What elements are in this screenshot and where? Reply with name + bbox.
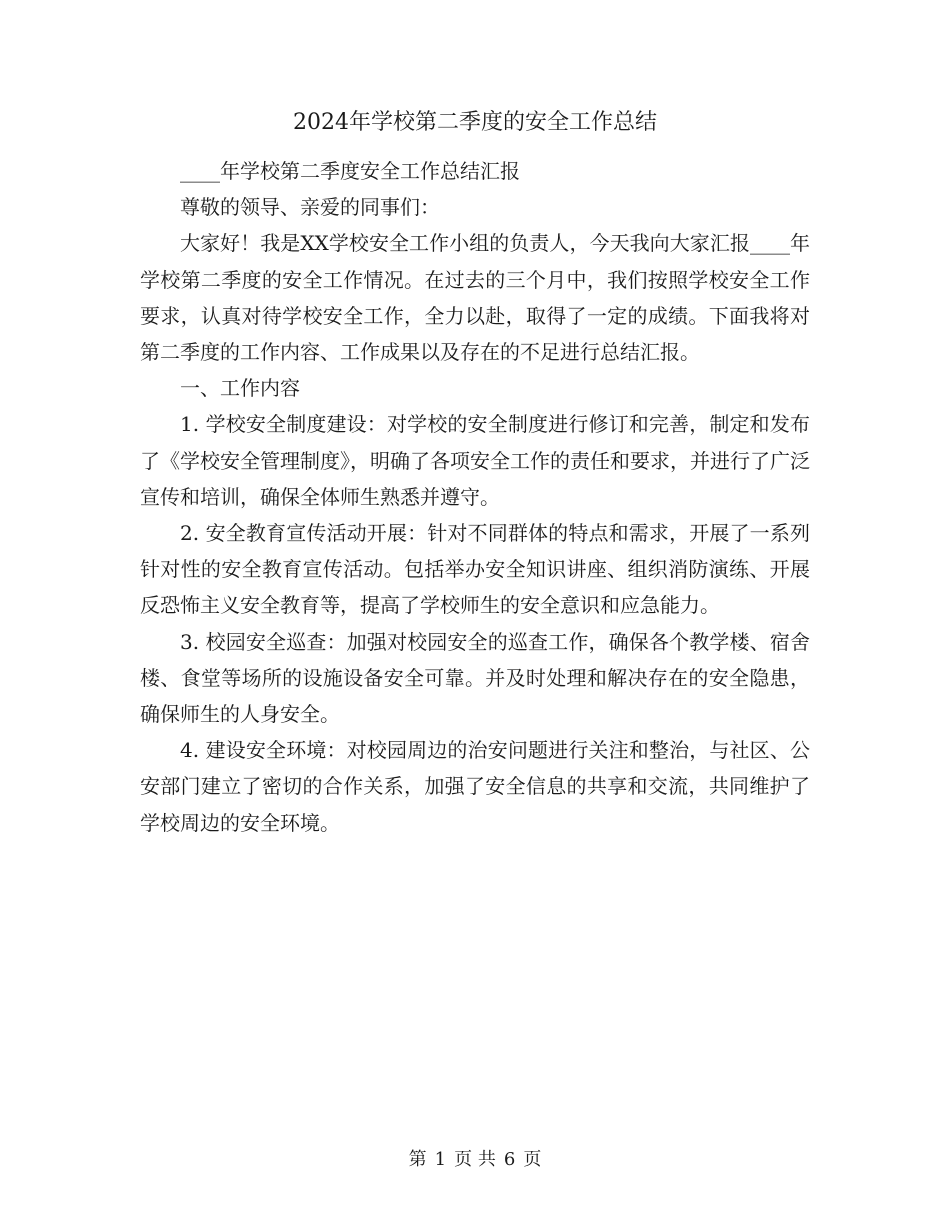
greeting-paragraph: 尊敬的领导、亲爱的同事们： bbox=[180, 195, 440, 220]
work-item-3: 3. 校园安全巡查：加强对校园安全的巡查工作，确保各个教学楼、宿舍楼、食堂等场所的设施设备安全可靠。并及时处理和解决存在的安全隐患，确保师生的人身安全。 bbox=[140, 629, 810, 727]
work-item-2: 2. 安全教育宣传活动开展：针对不同群体的特点和需求，开展了一系列针对性的安全教育宣传活动。包括举办安全知识讲座、组织消防演练、开展反恐怖主义安全教育等，提高了学校师生的安全意识和应急能力。 bbox=[140, 521, 810, 618]
work-item-4: 4. 建设安全环境：对校园周边的治安问题进行关注和整治，与社区、公安部门建立了密切的合作关系，加强了安全信息的共享和交流，共同维护了学校周边的安全环境。 bbox=[140, 738, 810, 835]
page-footer bbox=[0, 1146, 950, 1174]
report-heading-paragraph: ____年学校第二季度安全工作总结汇报 bbox=[180, 159, 520, 183]
section-heading: 一、工作内容 bbox=[180, 376, 300, 401]
page-label-suffix: 页 bbox=[523, 1149, 542, 1170]
total-pages-number: 6 bbox=[503, 1149, 516, 1170]
work-item-1: 1. 学校安全制度建设：对学校的安全制度进行修订和完善，制定和发布了《学校安全管理制度》，明确了各项安全工作的责任和要求，并进行了广泛宣传和培训，确保全体师生熟悉并遵守。 bbox=[140, 412, 810, 509]
document-body bbox=[140, 153, 810, 841]
page-label-mid: 页 共 bbox=[454, 1149, 496, 1170]
document-title: 2024年学校第二季度的安全工作总结 bbox=[293, 110, 657, 135]
intro-paragraph: 大家好！我是XX学校安全工作小组的负责人，今天我向大家汇报____年学校第二季度的安全工作情况。在过去的三个月中，我们按照学校安全工作要求，认真对待学校安全工作，全力以赴，取得了一定的成绩。下面我将对第二季度的工作内容、工作成果以及存在的不足进行总结汇报。 bbox=[140, 231, 810, 365]
current-page-number: 1 bbox=[434, 1149, 447, 1170]
page-label-prefix: 第 bbox=[408, 1149, 427, 1170]
